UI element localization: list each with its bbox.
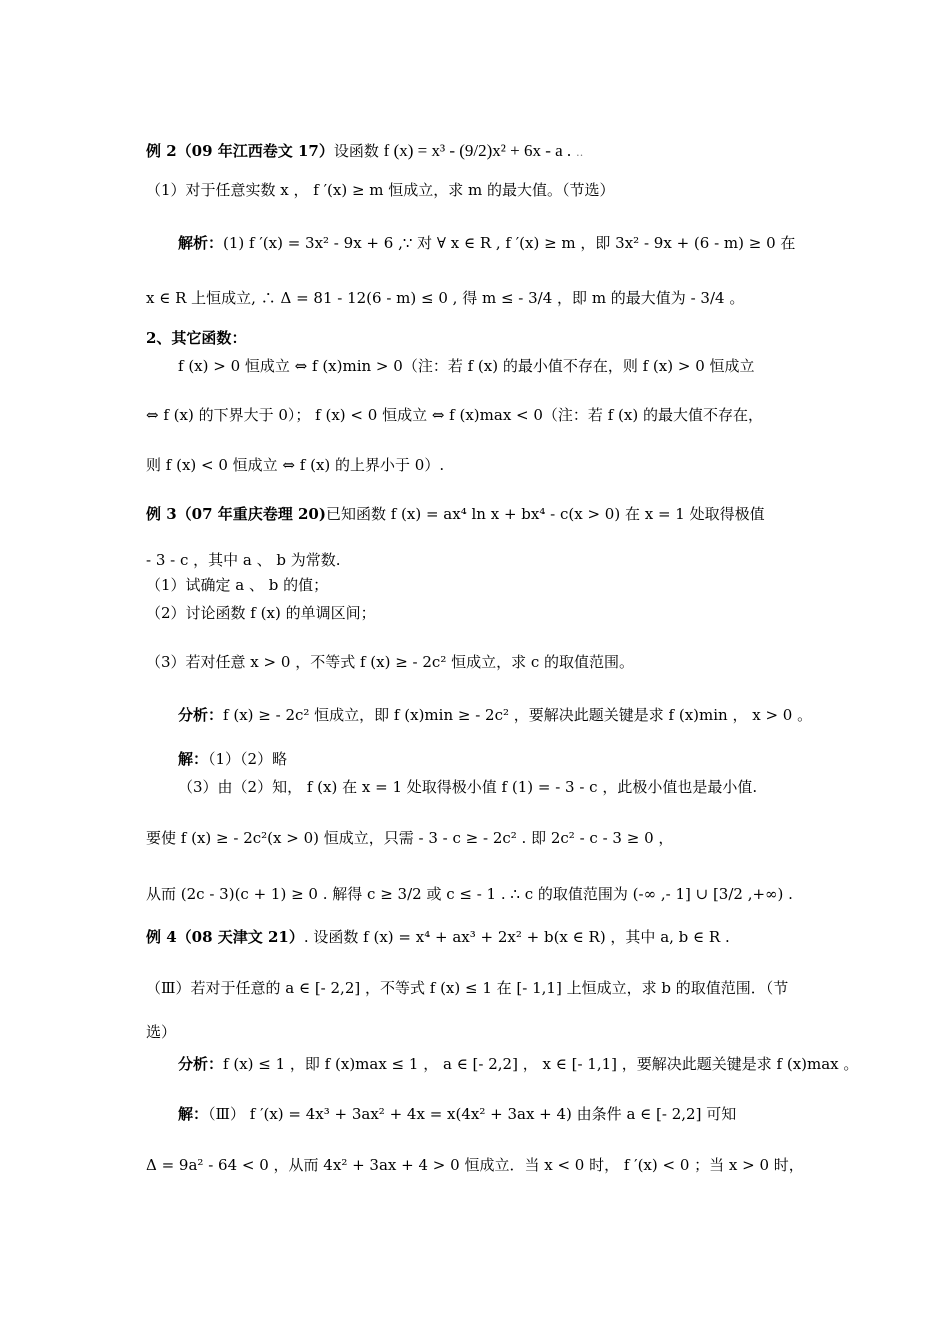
example-3-part-1: （1）试确定 a 、 b 的值； [146,576,329,594]
example-4-analysis [178,1054,858,1074]
note-line-1: f (x) > 0 恒成立 ⇔ f (x)min > 0（注：若 f (x) 的最小值不存在，则 f (x) > 0 恒成立 [178,357,755,375]
example-2-label: 例 2（09 年江西卷文 17） [146,142,334,160]
solution-label: 解析： [178,234,224,252]
example-2-solution-line-1 [178,233,795,253]
example-4-heading [146,927,730,947]
example-3-label: 例 3（07 年重庆卷理 20) [146,505,326,523]
example-3-solution-label [178,749,287,769]
example-4-intro: . 设函数 f (x) = x⁴ + ax³ + 2x² + b(x ∈ R) ，其中 a, b ∈ R . [303,928,730,946]
example-4-part-3: （Ⅲ）若对于任意的 a ∈ [- 2,2] ，不等式 f (x) ≤ 1 在 [- 1,1] 上恒成立，求 b 的取值范围．（节 [146,979,789,997]
example-2-heading [146,141,583,163]
example-3-part-3: （3）若对任意 x > 0 ，不等式 f (x) ≥ - 2c² 恒成立，求 c 的取值范围。 [146,653,635,671]
solution-label: 解： [178,1105,209,1123]
note-line-3: 则 f (x) < 0 恒成立 ⇔ f (x) 的上界小于 0）. [146,456,445,474]
solution-text: （Ⅲ） f ′(x) = 4x³ + 3ax² + 4x = x(4x² + 3ax + 4) 由条件 a ∈ [- 2,2] 可知 [208,1105,737,1123]
example-2-function: f (x) = x³ - (9/2)x² + 6x - a . [383,141,572,160]
example-3-solution-line-1: （3）由（2）知， f (x) 在 x = 1 处取得极小值 f (1) = - 3 - c ，此极小值也是最小值. [178,778,758,796]
example-2-intro: 设函数 [333,142,379,160]
section-heading-other-functions: 2、其它函数： [146,329,247,347]
example-3-heading [146,504,765,524]
solution-text: (1) f ′(x) = 3x² - 9x + 6 ,∵ 对 ∀ x ∈ R , f ′(x) ≥ m ，即 3x² - 9x + (6 - m) ≥ 0 在 [223,234,796,252]
example-3-intro: 已知函数 f (x) = ax⁴ ln x + bx⁴ - c(x > 0) 在 x = 1 处取得极值 [325,505,765,523]
analysis-label: 分析： [178,706,224,724]
solution-text: （1）（2）略 [208,750,288,768]
analysis-text: f (x) ≤ 1 ，即 f (x)max ≤ 1 ， a ∈ [- 2,2] ， x ∈ [- 1,1] ，要解决此题关键是求 f (x)max 。 [223,1055,859,1073]
example-3-solution-line-2: 要使 f (x) ≥ - 2c²(x > 0) 恒成立，只需 - 3 - c ≥ - 2c² . 即 2c² - c - 3 ≥ 0 ， [146,829,674,847]
example-2-solution-line-2: x ∈ R 上恒成立, ∴ Δ = 81 - 12(6 - m) ≤ 0 , 得 m ≤ - 3/4 ，即 m 的最大值为 - 3/4 。 [146,289,745,307]
example-2-part-1: （1）对于任意实数 x ， f ′(x) ≥ m 恒成立，求 m 的最大值。（节选） [146,181,615,199]
example-4-solution-line-2: Δ = 9a² - 64 < 0 ，从而 4x² + 3ax + 4 > 0 恒成立．当 x < 0 时， f ′(x) < 0 ；当 x > 0 时， [146,1156,804,1174]
solution-label: 解： [178,750,209,768]
example-3-part-2: （2）讨论函数 f (x) 的单调区间； [146,604,376,622]
example-4-label: 例 4（08 天津文 21） [146,928,304,946]
example-2-tail: ‥ [575,146,584,159]
analysis-text: f (x) ≥ - 2c² 恒成立，即 f (x)min ≥ - 2c² ，要解决此题关键是求 f (x)min ， x > 0 。 [223,706,813,724]
example-3-analysis [178,705,812,725]
analysis-label: 分析： [178,1055,224,1073]
example-3-constants: - 3 - c ，其中 a 、 b 为常数. [146,551,341,569]
example-4-part-3-cont: 选） [146,1023,177,1041]
note-line-2: ⇔ f (x) 的下界大于 0）； f (x) < 0 恒成立 ⇔ f (x)max < 0（注：若 f (x) 的最大值不存在， [146,406,763,424]
example-3-solution-line-3: 从而 (2c - 3)(c + 1) ≥ 0 . 解得 c ≥ 3/2 或 c ≤ - 1 . ∴ c 的取值范围为 (-∞ ,- 1] ∪ [3/2 ,+∞) . [146,885,793,903]
example-4-solution-line-1 [178,1104,736,1124]
